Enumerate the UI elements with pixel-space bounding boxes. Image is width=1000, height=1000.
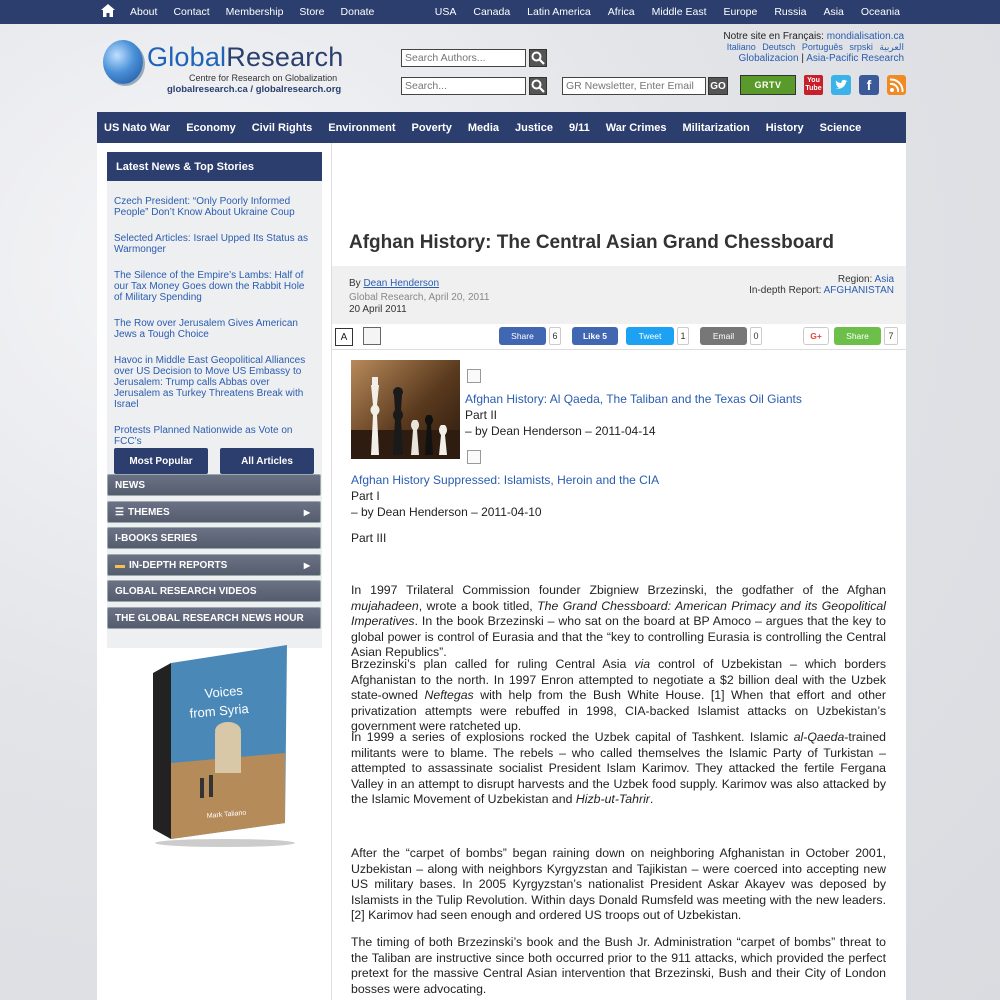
asia-pacific-link[interactable]: Asia-Pacific Research bbox=[806, 53, 904, 64]
article-paragraph: In 1997 Trilateral Commission founder Zbigniew Brzezinski, the godfather of the Afghan mujahadeen, wrote a book titled, The Grand Chessboard: American Primacy and its Geopolitical Imperatives. In the book Brzezinski – who sat on the board at BP Amoco – argues that the key to global power is control of Eurasia and that the “key to controlling Eurasia is controlling the Central Asian Republics”. bbox=[351, 583, 886, 660]
related-byline: – by Dean Henderson – 2011-04-14 bbox=[465, 424, 656, 438]
search-icon bbox=[530, 78, 546, 94]
rss-icon[interactable] bbox=[887, 75, 906, 95]
header bbox=[97, 24, 906, 112]
article-paragraph: In 1999 a series of explosions rocked the Uzbek capital of Tashkent. Islamic al-Qaeda-trained militants were to blame. The rebels – who called themselves the Islamic Party of Turkistan – attempted to assassinate socialist President Islam Karimov. They attacked the fertile Fergana Valley in an attempt to disrupt harvests and the Uzbek food supply. Karimov was also attacked by the Islamic Movement of Uzbekistan and Hizb-ut-Tahrir. bbox=[351, 730, 886, 807]
news-item[interactable]: The Silence of the Empire’s Lambs: Half of our Tax Money Goes down the Rabbit Hole of Military Spending bbox=[114, 270, 305, 303]
region-link[interactable]: Asia bbox=[874, 274, 894, 285]
youtube-icon[interactable] bbox=[804, 75, 823, 95]
latest-news-list bbox=[107, 196, 322, 447]
link-separator: | bbox=[801, 53, 804, 64]
news-item[interactable]: Protests Planned Nationwide as Vote on FCC’s bbox=[114, 425, 293, 447]
nav-war-crimes[interactable]: War Crimes bbox=[605, 121, 667, 134]
search-input[interactable] bbox=[401, 77, 526, 95]
nav-media[interactable]: Media bbox=[467, 121, 500, 134]
nav-environment[interactable]: Environment bbox=[328, 121, 396, 134]
region-asia[interactable]: Asia bbox=[823, 6, 844, 18]
top-link-contact[interactable]: Contact bbox=[173, 6, 210, 18]
nav-poverty[interactable]: Poverty bbox=[411, 121, 452, 134]
lang-italiano[interactable]: Italiano bbox=[726, 42, 756, 52]
facebook-icon[interactable]: f bbox=[859, 75, 879, 95]
menu-videos[interactable] bbox=[107, 580, 321, 602]
region-africa[interactable]: Africa bbox=[607, 6, 635, 18]
menu-ibooks-label: I-BOOKS SERIES bbox=[115, 532, 198, 544]
most-popular-button[interactable]: Most Popular bbox=[114, 448, 208, 474]
facebook-like-button[interactable]: Like 5 bbox=[572, 327, 618, 345]
article-main bbox=[331, 143, 906, 1000]
book-ad-voices-from-syria[interactable] bbox=[145, 643, 295, 848]
logo-url: globalresearch.ca / globalresearch.org bbox=[167, 84, 342, 95]
news-item[interactable]: Selected Articles: Israel Upped Its Status as Warmonger bbox=[114, 233, 308, 255]
email-share-button[interactable]: Email bbox=[700, 327, 747, 345]
report-label: In-depth Report: bbox=[749, 285, 824, 296]
broken-image-icon bbox=[467, 369, 481, 383]
share-bar bbox=[332, 324, 906, 350]
home-icon[interactable] bbox=[101, 4, 115, 18]
lang-arabic[interactable]: العربية bbox=[879, 42, 904, 52]
region-canada[interactable]: Canada bbox=[473, 6, 511, 18]
region-middle-east[interactable]: Middle East bbox=[651, 6, 707, 18]
main-nav bbox=[97, 112, 906, 143]
search-button[interactable] bbox=[529, 77, 547, 95]
top-bar bbox=[0, 0, 1000, 24]
nav-economy[interactable]: Economy bbox=[186, 121, 236, 134]
folder-icon: ▬ bbox=[115, 559, 125, 571]
region-latin-america[interactable]: Latin America bbox=[527, 6, 591, 18]
related-link-part-2[interactable]: Afghan History: Al Qaeda, The Taliban and the Texas Oil Giants bbox=[465, 392, 802, 406]
article-paragraph: After the “carpet of bombs” began raining down on neighboring Afghanistan in October 2001, Uzbekistan – along with neighbors Kyrgyzstan and Tajikistan – were coerced into accepting new US military bases. In 2005 Kyrgyzstan’s nationalist President Askar Akayev was deposed by Islamists in the Tulip Revolution. Within days Donald Rumsfeld was meeting with the new leaders. [2] Karimov had seen enough and ordered US troops out of Uzbekistan. bbox=[351, 846, 886, 923]
lang-srpski[interactable]: srpski bbox=[849, 42, 873, 52]
book-author: Mark Taliano bbox=[206, 809, 247, 820]
publication-line: Global Research, April 20, 2011 bbox=[349, 292, 490, 303]
news-item[interactable]: Czech President: “Only Poorly Informed People” Don’t Know About Ukraine Coup bbox=[114, 196, 295, 218]
youtube-icon-bottom: Tube bbox=[805, 85, 822, 92]
top-link-store[interactable]: Store bbox=[299, 6, 325, 18]
menu-news-label: NEWS bbox=[115, 479, 145, 491]
print-icon[interactable] bbox=[363, 327, 381, 345]
menu-themes-label: THEMES bbox=[127, 506, 170, 518]
chess-pieces-image bbox=[351, 360, 460, 459]
menu-news-hour-label: THE GLOBAL RESEARCH NEWS HOUR bbox=[115, 612, 304, 624]
nav-us-nato-war[interactable]: US Nato War bbox=[104, 121, 171, 134]
tweet-count: 1 bbox=[677, 327, 689, 345]
search-authors-input[interactable] bbox=[401, 49, 526, 67]
related-part-label: Part I bbox=[351, 489, 380, 503]
logo-global-text: Global bbox=[147, 42, 227, 72]
newsletter-go-button[interactable]: GO bbox=[708, 77, 728, 95]
list-icon: ☰ bbox=[115, 506, 124, 518]
menu-videos-label: GLOBAL RESEARCH VIDEOS bbox=[115, 585, 257, 597]
nav-history[interactable]: History bbox=[765, 121, 804, 134]
twitter-icon[interactable] bbox=[831, 75, 851, 95]
newsletter-email-input[interactable] bbox=[562, 77, 706, 95]
related-byline: – by Dean Henderson – 2011-04-10 bbox=[351, 505, 542, 519]
report-link[interactable]: AFGHANISTAN bbox=[823, 285, 894, 296]
region-info bbox=[749, 274, 894, 296]
menu-news[interactable] bbox=[107, 474, 321, 496]
share-count: 7 bbox=[884, 327, 898, 345]
youtube-icon-top: You bbox=[807, 77, 820, 84]
article-title: Afghan History: The Central Asian Grand Chessboard bbox=[349, 232, 834, 253]
menu-news-hour[interactable] bbox=[107, 607, 321, 629]
top-link-donate[interactable]: Donate bbox=[340, 6, 375, 18]
region-europe[interactable]: Europe bbox=[723, 6, 758, 18]
broken-image-icon bbox=[467, 450, 481, 464]
search-icon bbox=[530, 50, 546, 66]
related-article-part-2 bbox=[465, 391, 802, 439]
site-logo[interactable] bbox=[147, 42, 343, 73]
chevron-right-icon: ▶ bbox=[303, 560, 310, 570]
grtv-button[interactable]: GRTV bbox=[740, 75, 796, 95]
menu-ibooks[interactable] bbox=[107, 527, 321, 549]
news-item[interactable]: The Row over Jerusalem Gives American Jews a Tough Choice bbox=[114, 318, 298, 340]
menu-themes[interactable] bbox=[107, 501, 321, 523]
facebook-share-button[interactable]: Share bbox=[499, 327, 546, 345]
article-byline bbox=[332, 266, 906, 324]
author-link[interactable]: Dean Henderson bbox=[363, 278, 440, 289]
sidebar bbox=[97, 143, 331, 1000]
news-item[interactable]: Havoc in Middle East Geopolitical Alliances over US Decision to Move US Embassy to Jerusalem: Trump calls Abbas over Jerusalem as Turkey Threatens Break with Israel bbox=[114, 355, 306, 410]
related-part-label: Part II bbox=[465, 408, 498, 422]
menu-in-depth-reports[interactable] bbox=[107, 554, 321, 576]
region-links bbox=[418, 0, 900, 24]
related-article-part-1 bbox=[351, 472, 659, 520]
region-russia[interactable]: Russia bbox=[774, 6, 807, 18]
search-authors-button[interactable] bbox=[529, 49, 547, 67]
email-share-count: 0 bbox=[750, 327, 762, 345]
article-paragraph: The timing of both Brzezinski’s book and the Bush Jr. Administration “carpet of bombs” threat to the Taliban are instructive since both occurred prior to the 911 attacks, which provided the perfect pretext for the massive Central Asian intervention that Brzezinski, Bush and their City of London bosses were advocating. bbox=[351, 935, 886, 996]
facebook-share-count: 6 bbox=[549, 327, 561, 345]
book-title-line-2: from Syria bbox=[188, 700, 250, 721]
article-date: 20 April 2011 bbox=[349, 304, 407, 315]
nav-militarization[interactable]: Militarization bbox=[682, 121, 750, 134]
share-button[interactable]: Share bbox=[834, 327, 881, 345]
menu-in-depth-label: IN-DEPTH REPORTS bbox=[129, 559, 228, 571]
logo-subtitle: Centre for Research on Globalization bbox=[189, 73, 338, 83]
top-link-about[interactable]: About bbox=[130, 6, 158, 18]
logo-research-text: Research bbox=[226, 42, 344, 72]
globe-logo-icon[interactable] bbox=[103, 40, 143, 84]
google-plus-button[interactable]: G+ bbox=[803, 327, 829, 345]
nav-911[interactable]: 9/11 bbox=[568, 121, 590, 134]
nav-justice[interactable]: Justice bbox=[515, 121, 553, 134]
lang-deutsch[interactable]: Deutsch bbox=[762, 42, 796, 52]
font-size-icon[interactable]: A bbox=[335, 328, 353, 346]
top-links bbox=[130, 0, 390, 24]
globalizacion-link[interactable]: Globalizacion bbox=[738, 53, 799, 64]
related-link-part-1[interactable]: Afghan History Suppressed: Islamists, Heroin and the CIA bbox=[351, 473, 660, 487]
french-site-link[interactable]: mondialisation.ca bbox=[826, 31, 904, 42]
region-label: Region: bbox=[837, 274, 875, 285]
nav-science[interactable]: Science bbox=[819, 121, 862, 134]
region-oceania[interactable]: Oceania bbox=[860, 6, 900, 18]
lang-portugues[interactable]: Português bbox=[801, 42, 843, 52]
latest-news-heading: Latest News & Top Stories bbox=[107, 152, 322, 181]
tweet-button[interactable]: Tweet bbox=[626, 327, 674, 345]
top-link-membership[interactable]: Membership bbox=[225, 6, 284, 18]
french-label: Notre site en Français: bbox=[723, 31, 824, 42]
all-articles-button[interactable]: All Articles bbox=[220, 448, 314, 474]
part-3-label: Part III bbox=[351, 531, 387, 545]
article-paragraph: Brzezinski’s plan called for ruling Central Asia via control of Uzbekistan – which borders Afghanistan to the north. In 1997 Enron attempted to negotiate a $2 billion deal with the Uzbek state-owned Neftegas with help from the Bush White House. [1] When that effort and other privatization attempts were rebuffed in 1998, CIA-backed Islamist attacks on Uzbekistan’s government were ratcheted up. bbox=[351, 657, 887, 734]
book-title-line-1: Voices bbox=[203, 682, 244, 701]
nav-civil-rights[interactable]: Civil Rights bbox=[251, 121, 313, 134]
language-links bbox=[723, 31, 904, 64]
chevron-right-icon: ▶ bbox=[303, 507, 310, 517]
by-label: By bbox=[349, 278, 364, 289]
book-cover-image bbox=[145, 643, 295, 848]
region-usa[interactable]: USA bbox=[434, 6, 457, 18]
author-line bbox=[349, 278, 439, 289]
